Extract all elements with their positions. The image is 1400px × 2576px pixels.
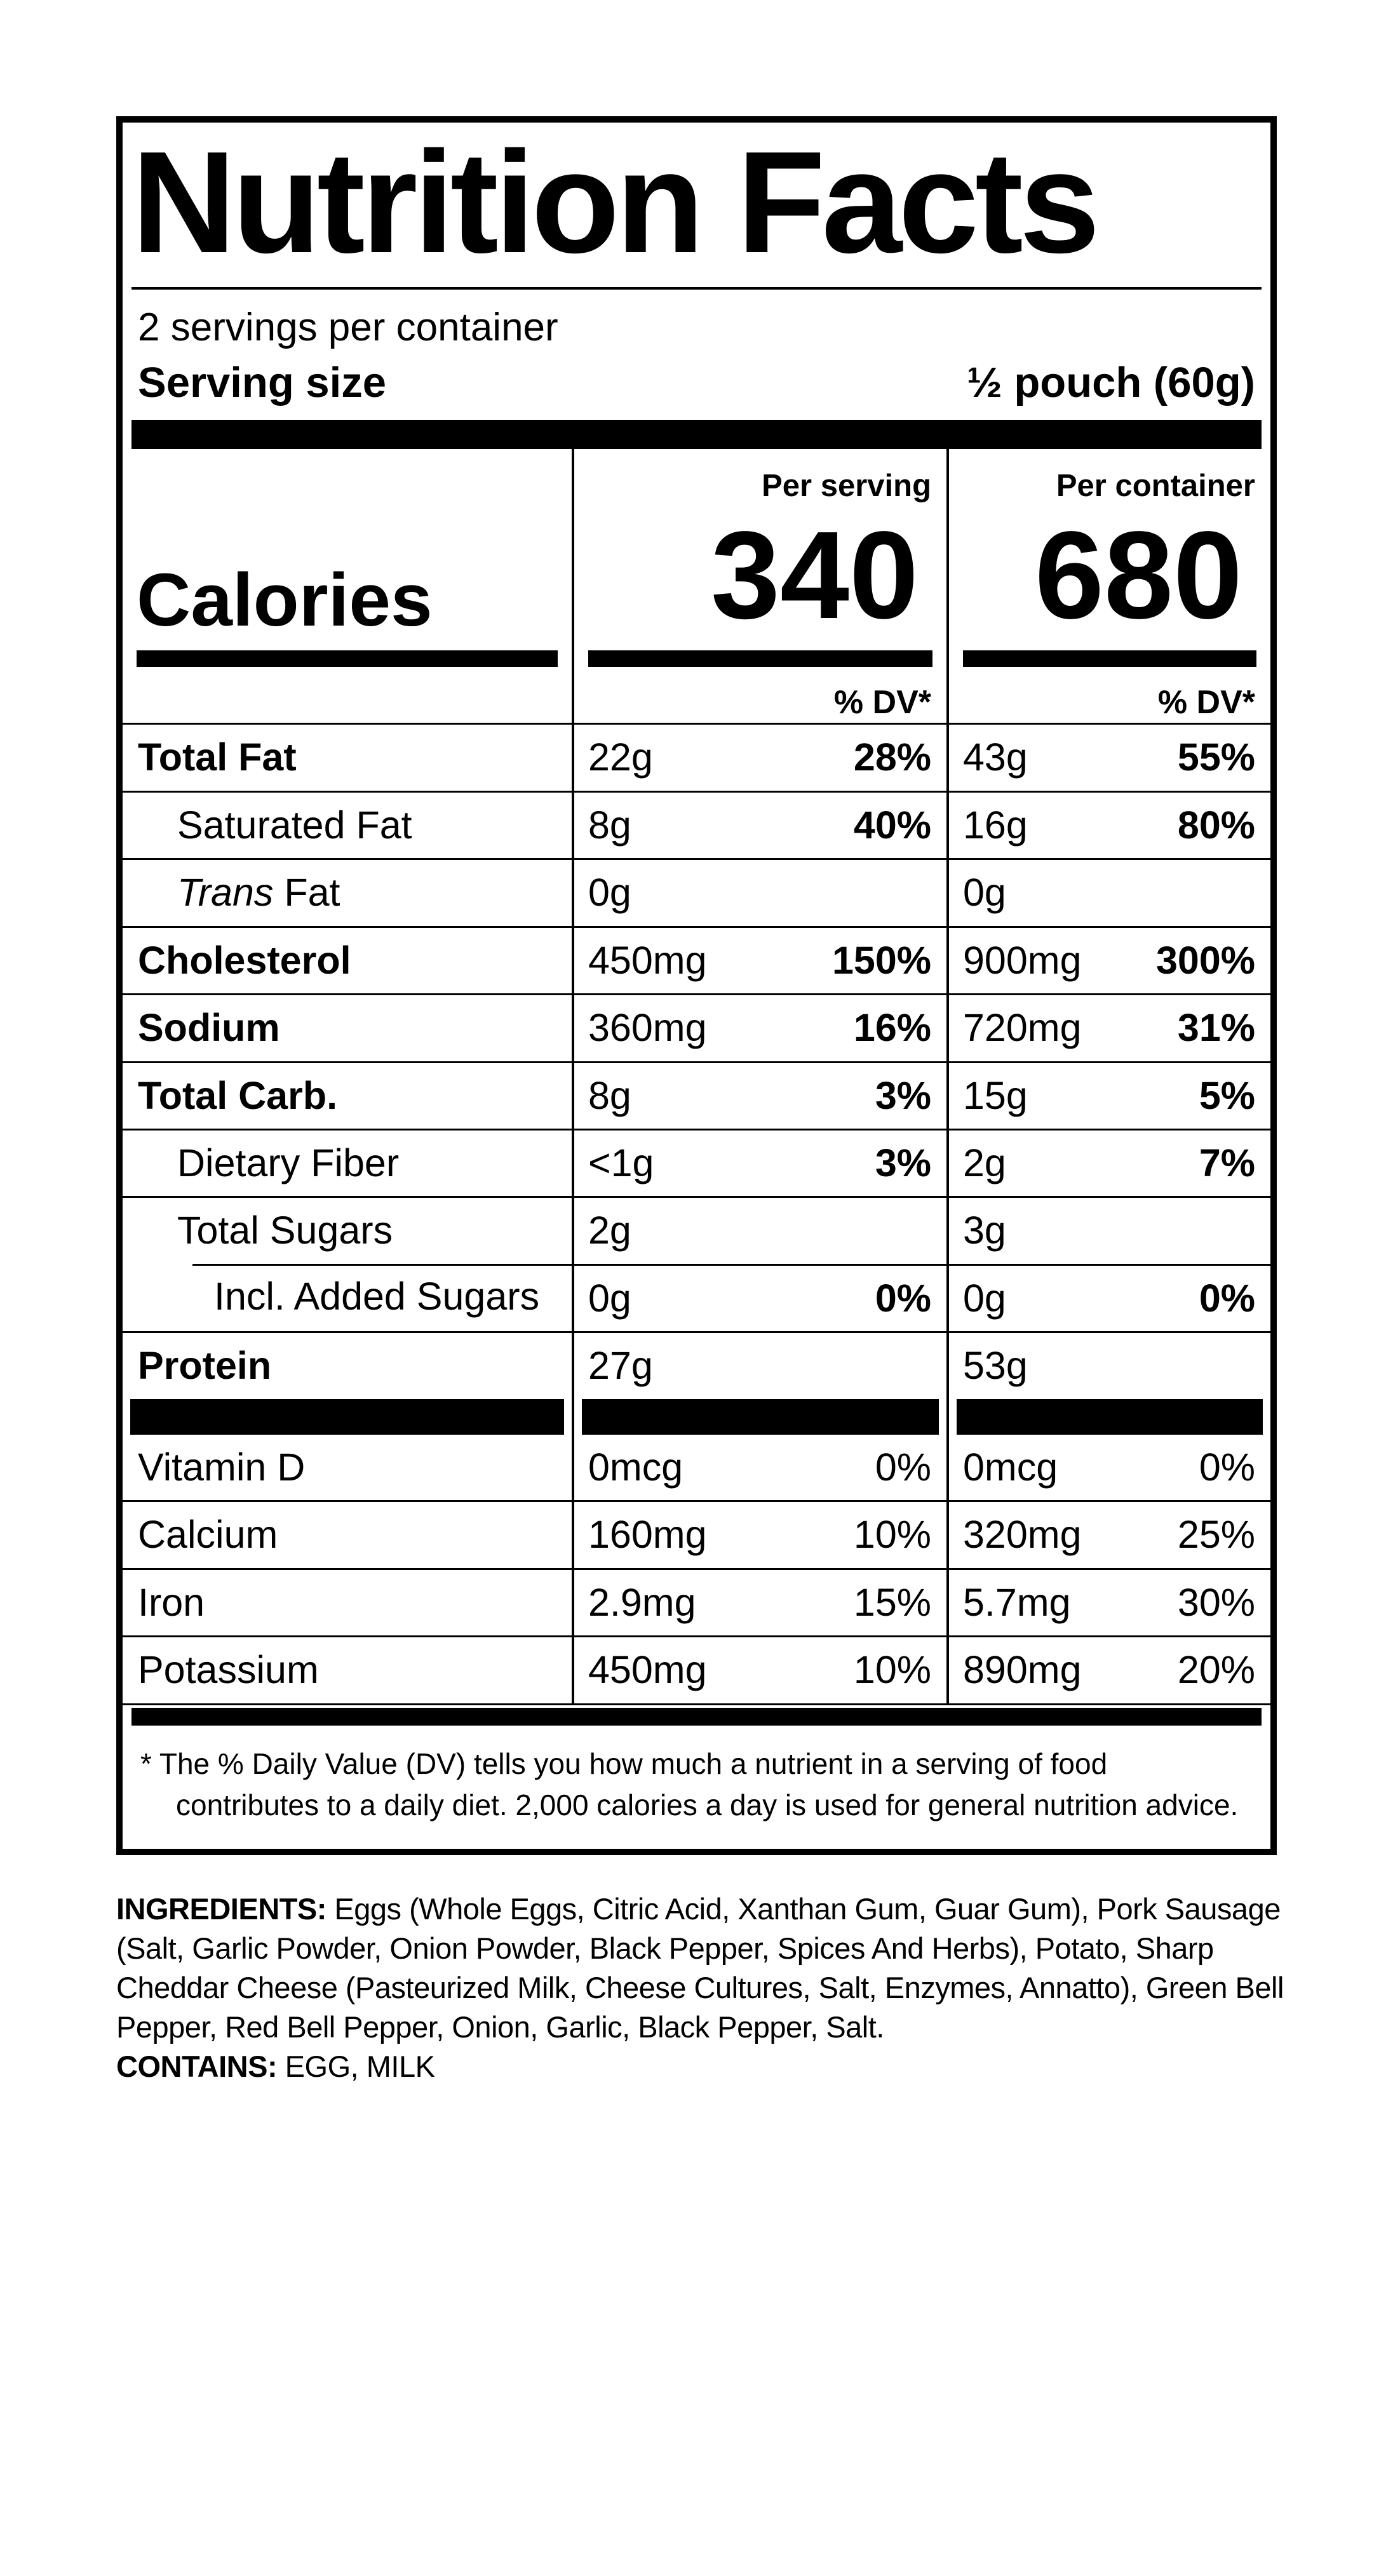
nutrient-amount: 0g: [588, 1276, 631, 1320]
nutrient-dv: 3%: [875, 1073, 931, 1117]
nutrient-name: Saturated Fat: [123, 791, 572, 858]
nutrient-values-per-container: [946, 723, 1270, 790]
nutrient-values-per-container: [946, 1635, 1270, 1705]
nutrient-dv: 0%: [875, 1276, 931, 1320]
nutrient-name: Sodium: [123, 993, 572, 1061]
nutrient-amount: 900mg: [963, 938, 1082, 982]
nutrient-dv: 0%: [1199, 1276, 1255, 1320]
per-container-header: Per container: [1056, 469, 1255, 504]
nutrient-dv: 20%: [1177, 1648, 1255, 1692]
calories-value-per-container: 680: [1034, 506, 1242, 645]
nutrient-dv: 300%: [1155, 938, 1255, 982]
nutrient-amount: 22g: [588, 735, 653, 779]
dv-footnote: [123, 1726, 1270, 1849]
nutrient-amount: 320mg: [963, 1513, 1082, 1557]
nutrient-dv: 10%: [853, 1648, 931, 1692]
nutrient-name: Iron: [123, 1568, 572, 1635]
nutrient-values-per-serving: [572, 926, 946, 993]
calories-label: Calories: [137, 558, 433, 643]
nutrient-values-per-container: [946, 1264, 1270, 1331]
nutrient-amount: 27g: [588, 1344, 653, 1388]
nutrient-name: Potassium: [123, 1635, 572, 1705]
nutrient-dv: 3%: [875, 1141, 931, 1185]
dv-header-per-serving: % DV*: [833, 684, 931, 721]
nutrient-amount: 2.9mg: [588, 1580, 696, 1624]
calories-cell: [123, 449, 572, 723]
nutrient-values-per-serving: [572, 791, 946, 858]
nutrient-values-per-serving: [572, 1568, 946, 1635]
nutrient-amount: 0mcg: [963, 1445, 1058, 1489]
per-serving-header: Per serving: [762, 469, 931, 504]
nutrient-dv: 10%: [853, 1513, 931, 1557]
nutrient-amount: 15g: [963, 1073, 1028, 1117]
nutrient-dv: 7%: [1199, 1141, 1255, 1185]
footnote-text: The % Daily Value (DV) tells you how much a nutrient in a serving of food contributes to a daily diet. 2,000 calories a day is used for general nutrition advice.: [159, 1747, 1239, 1821]
nutrient-dv: 31%: [1177, 1006, 1255, 1050]
nutrient-name: Cholesterol: [123, 926, 572, 993]
nutrient-values-per-serving: [572, 858, 946, 925]
nutrient-name: Total Sugars: [123, 1196, 572, 1263]
section-bar: [130, 1399, 564, 1435]
content-column: [116, 116, 1284, 2086]
nutrient-amount: 16g: [963, 803, 1028, 847]
nutrient-amount: 8g: [588, 1073, 631, 1117]
footnote-marker: *: [140, 1747, 152, 1780]
contains-label: CONTAINS:: [116, 2049, 278, 2084]
section-bar: [582, 1399, 939, 1435]
nutrient-dv: 80%: [1177, 803, 1255, 847]
nutrient-values-per-serving: [572, 723, 946, 790]
nutrient-amount: 160mg: [588, 1513, 707, 1557]
nutrition-table: [123, 449, 1270, 1705]
nutrient-dv: 0%: [1199, 1445, 1255, 1489]
nutrient-amount: 5.7mg: [963, 1580, 1071, 1624]
calories-underbar: [588, 650, 932, 667]
nutrient-name: Total Carb.: [123, 1061, 572, 1129]
section-bar: [957, 1399, 1263, 1435]
nutrient-dv: 55%: [1177, 735, 1255, 779]
nutrient-amount: 2g: [588, 1209, 631, 1252]
nutrient-amount: 890mg: [963, 1648, 1082, 1692]
contains-text: EGG, MILK: [277, 2049, 435, 2084]
nutrient-name: Dietary Fiber: [123, 1129, 572, 1196]
nutrient-values-per-serving: [572, 993, 946, 1061]
ingredients-section: [116, 1889, 1320, 2086]
calories-underbar: [963, 650, 1256, 667]
nutrient-amount: 8g: [588, 803, 631, 847]
section-bar-cell: [123, 1399, 572, 1435]
nutrient-values-per-container: [946, 993, 1270, 1061]
nutrient-amount: 360mg: [588, 1006, 707, 1050]
nutrient-dv: 40%: [853, 803, 931, 847]
serving-size-row: [123, 349, 1270, 406]
calories-value-per-serving: 340: [710, 506, 919, 645]
nutrient-values-per-serving: [572, 1129, 946, 1196]
nutrient-amount: 3g: [963, 1209, 1006, 1252]
spacer: [123, 667, 572, 723]
nutrient-values-per-container: [946, 1568, 1270, 1635]
section-bar-cell: [572, 1399, 946, 1435]
nutrient-values-per-serving: [572, 1435, 946, 1500]
ingredients-label: INGREDIENTS:: [116, 1892, 326, 1926]
nutrient-amount: 53g: [963, 1344, 1028, 1388]
nutrient-values-per-container: [946, 1435, 1270, 1500]
nutrient-values-per-serving: [572, 1500, 946, 1567]
nutrient-name: Protein: [123, 1331, 572, 1399]
section-bar-top: [131, 420, 1262, 449]
nutrient-values-per-serving: [572, 1061, 946, 1129]
nutrient-amount: 450mg: [588, 938, 707, 982]
nutrient-name: Incl. Added Sugars: [123, 1264, 572, 1331]
dv-header-per-container: % DV*: [1157, 684, 1255, 721]
servings-per-container: 2 servings per container: [138, 305, 558, 349]
nutrient-dv: 150%: [831, 938, 931, 982]
section-bar-cell: [946, 1399, 1270, 1435]
ingredients-statement: [116, 1889, 1320, 2047]
nutrient-amount: 2g: [963, 1141, 1006, 1185]
nutrient-values-per-container: [946, 1331, 1270, 1399]
nutrient-values-per-container: [946, 1500, 1270, 1567]
nutrient-amount: 0g: [963, 871, 1006, 915]
nutrient-values-per-container: [946, 791, 1270, 858]
serving-size-value: ½ pouch (60g): [966, 358, 1255, 406]
nutrient-dv: 16%: [853, 1006, 931, 1050]
nutrient-dv: 25%: [1177, 1513, 1255, 1557]
nutrient-values-per-container: [946, 1129, 1270, 1196]
calories-underbar: [137, 650, 558, 667]
per-serving-cell: [572, 449, 946, 723]
nutrient-name: Vitamin D: [138, 1445, 306, 1489]
nutrient-name: Total Fat: [123, 723, 572, 790]
nutrient-values-per-serving: [572, 1264, 946, 1331]
nutrition-facts-label: [116, 116, 1277, 1855]
nutrient-amount: <1g: [588, 1141, 654, 1185]
nutrient-values-per-container: [946, 1061, 1270, 1129]
nutrient-dv: 0%: [875, 1445, 931, 1489]
nutrient-values-per-serving: [572, 1331, 946, 1399]
nutrient-amount: 43g: [963, 735, 1028, 779]
nutrient-name: Calcium: [123, 1500, 572, 1567]
nutrient-values-per-container: [946, 926, 1270, 993]
nutrient-values-per-serving: [572, 1196, 946, 1263]
nutrient-values-per-serving: [572, 1635, 946, 1705]
trans-italic: Trans: [177, 871, 274, 915]
section-bar-bottom: [131, 1708, 1262, 1726]
nutrient-amount: 450mg: [588, 1648, 707, 1692]
ingredients-text: Eggs (Whole Eggs, Citric Acid, Xanthan Gum, Guar Gum), Pork Sausage (Salt, Garlic Powder, Onion Powder, Black Pepper, Spices And Herbs), Potato, Sharp Cheddar Cheese (Pasteurized Milk, Cheese Cultures, Salt, Enzymes, Annatto), Green Bell Pepper, Red Bell Pepper, Onion, Garlic, Black Pepper, Salt.: [116, 1892, 1284, 2044]
nutrient-amount: 0mcg: [588, 1445, 683, 1489]
nutrient-dv: 30%: [1177, 1580, 1255, 1624]
nutrient-dv: 15%: [853, 1580, 931, 1624]
nutrient-amount: 0g: [588, 871, 631, 915]
contains-statement: [116, 2047, 1320, 2086]
nutrient-values-per-container: [946, 1196, 1270, 1263]
spacer: [123, 449, 572, 507]
serving-size-label: Serving size: [138, 358, 387, 406]
label-title: Nutrition Facts: [131, 122, 1096, 283]
nutrient-dv: 28%: [853, 735, 931, 779]
nutrient-amount: 720mg: [963, 1006, 1082, 1050]
per-container-cell: [946, 449, 1270, 723]
nutrient-amount: 0g: [963, 1276, 1006, 1320]
nutrient-values-per-container: [946, 858, 1270, 925]
nutrient-name: Trans Fat: [123, 858, 572, 925]
nutrient-dv: 5%: [1199, 1073, 1255, 1117]
